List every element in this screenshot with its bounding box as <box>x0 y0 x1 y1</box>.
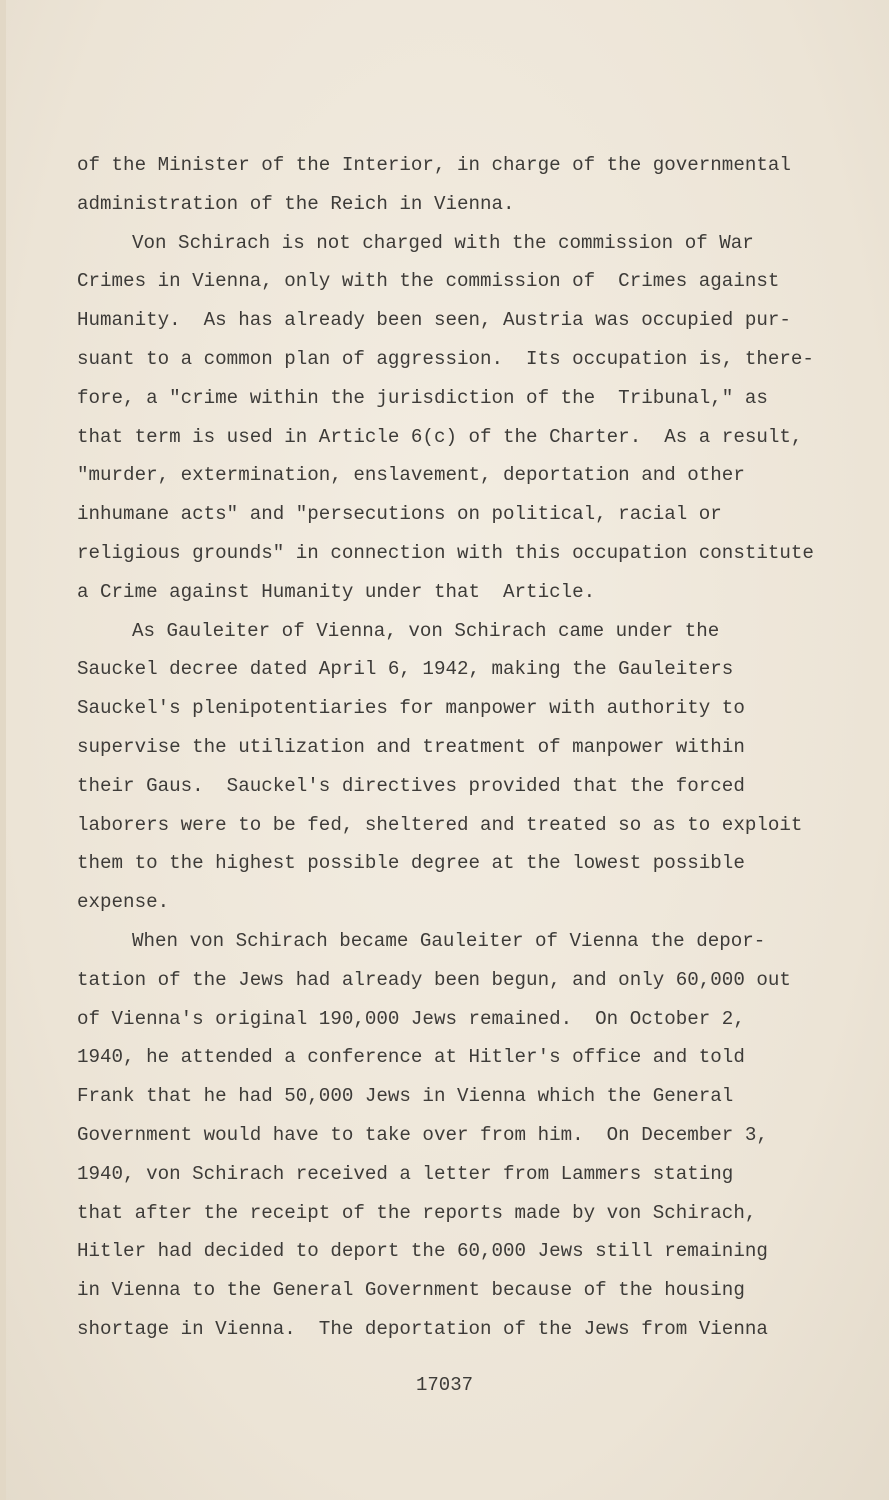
text-line: a Crime against Humanity under that Article. <box>77 580 596 603</box>
text-line: When von Schirach became Gauleiter of Vienna the depor- <box>132 929 766 952</box>
text-line: Government would have to take over from him. On December 3, <box>77 1123 768 1146</box>
text-line: shortage in Vienna. The deportation of the Jews from Vienna <box>77 1317 768 1340</box>
text-line: their Gaus. Sauckel's directives provided that the forced <box>77 774 745 797</box>
text-line: Hitler had decided to deport the 60,000 Jews still remaining <box>77 1240 768 1263</box>
text-line: suant to a common plan of aggression. Its occupation is, there- <box>77 347 814 370</box>
text-line: 1940, he attended a conference at Hitler's office and told <box>77 1046 745 1069</box>
text-line: Humanity. As has already been seen, Austria was occupied pur- <box>77 309 791 332</box>
text-line: Von Schirach is not charged with the commission of War <box>132 231 754 254</box>
text-line: Sauckel's plenipotentiaries for manpower with authority to <box>77 697 745 720</box>
page-number: 17037 <box>415 1374 473 1396</box>
text-line: laborers were to be fed, sheltered and treated so as to exploit <box>77 813 803 836</box>
text-line: "murder, extermination, enslavement, deportation and other <box>77 464 745 487</box>
text-line: religious grounds" in connection with this occupation constitute <box>77 541 814 564</box>
document-body <box>77 152 857 1355</box>
page-edge <box>0 0 6 1500</box>
text-line: Sauckel decree dated April 6, 1942, making the Gauleiters <box>77 658 734 681</box>
text-line: of Vienna's original 190,000 Jews remained. On October 2, <box>77 1007 745 1030</box>
text-line: of the Minister of the Interior, in charge of the governmental <box>77 154 791 176</box>
text-line: tation of the Jews had already been begun, and only 60,000 out <box>77 968 791 991</box>
text-line: that term is used in Article 6(c) of the Charter. As a result, <box>77 425 803 448</box>
text-line: Crimes in Vienna, only with the commission of Crimes against <box>77 270 780 293</box>
text-line: 1940, von Schirach received a letter from Lammers stating <box>77 1162 734 1185</box>
text-line: expense. <box>77 891 170 914</box>
text-line: administration of the Reich in Vienna. <box>77 192 515 215</box>
text-line: supervise the utilization and treatment of manpower within <box>77 735 745 758</box>
text-line: Frank that he had 50,000 Jews in Vienna which the General <box>77 1085 734 1108</box>
text-line: that after the receipt of the reports made by von Schirach, <box>77 1201 757 1224</box>
text-line: fore, a "crime within the jurisdiction of the Tribunal," as <box>77 386 768 409</box>
text-line: inhumane acts" and "persecutions on political, racial or <box>77 503 722 526</box>
text-line: As Gauleiter of Vienna, von Schirach came under the <box>132 619 720 642</box>
text-line: them to the highest possible degree at the lowest possible <box>77 852 745 875</box>
text-line: in Vienna to the General Government because of the housing <box>77 1279 745 1302</box>
